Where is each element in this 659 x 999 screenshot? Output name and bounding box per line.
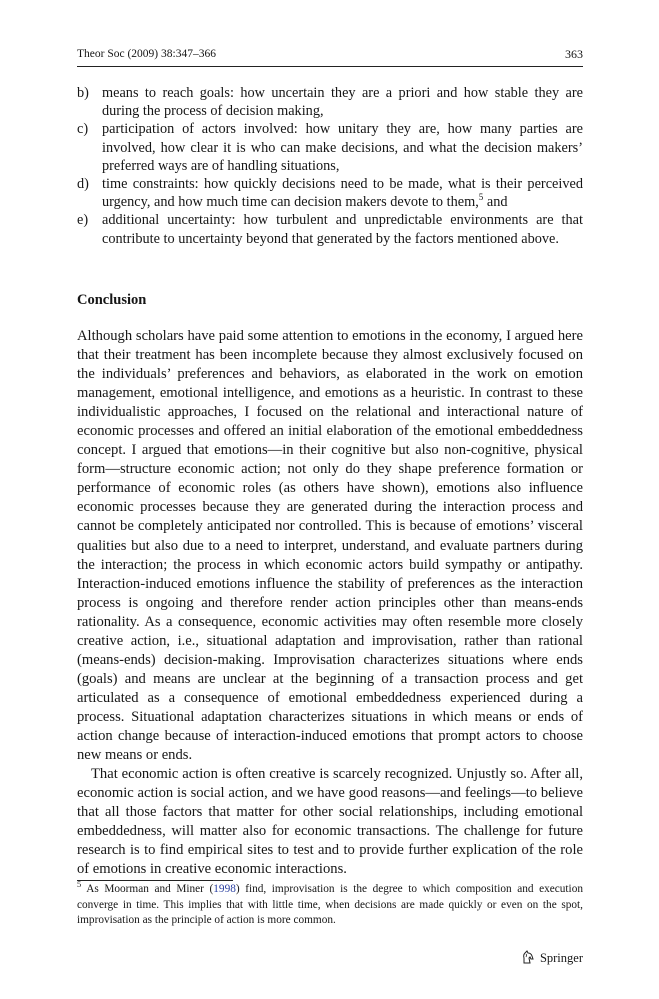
list-item-text-tail: and xyxy=(483,194,508,211)
footnote-text-end: ) find, improvisation is the degree to which composition and execution converge in time. This implies that with little time, when decisions are made quickly or even on the spot, improvisation as the principle of action is more common. xyxy=(77,883,583,926)
list-item-label: b) xyxy=(77,85,89,101)
footnote-number: 5 xyxy=(77,879,82,890)
list-item xyxy=(77,84,583,120)
list-item-text: participation of actors involved: how unitary they are, how many parties are involved, how clear it is who can make decisions, and what the decision makers’ preferred ways are of handling situations, xyxy=(102,121,583,174)
publisher-logo xyxy=(521,948,583,968)
list-item xyxy=(77,120,583,175)
list-item xyxy=(77,175,583,211)
publisher-name: Springer xyxy=(539,951,583,965)
section-heading: Conclusion xyxy=(77,292,147,308)
factors-list xyxy=(77,84,583,248)
list-item xyxy=(77,211,583,247)
footnote-divider xyxy=(77,880,233,881)
list-item-text: means to reach goals: how uncertain they are a priori and how stable they are during the process of decision making, xyxy=(102,85,583,120)
springer-horse-icon xyxy=(521,950,535,965)
list-item-label: e) xyxy=(77,212,89,229)
list-item-text: additional uncertainty: how turbulent and unpredictable environments are that contribute to uncertainty beyond that generated by the factors mentioned above. xyxy=(102,212,583,247)
list-item-text: time constraints: how quickly decisions need to be made, what is their perceived urgency, and how much time can decision makers devote to them, xyxy=(102,176,583,211)
footnote-text-start: As Moorman and Miner ( xyxy=(81,883,214,895)
list-item-label: c) xyxy=(77,121,89,138)
paragraph: That economic action is often creative is scarcely recognized. Unjustly so. After all, economic action is social action, and we have good reasons—and feelings—to believe that all those factors that matter for other social relationships, including emotional embeddedness, will matter also for economic transactions. The challenge for future research is to find empirical sites to test and to provide further explication of the role of emotions in creative economic interactions. xyxy=(77,766,583,878)
section-body xyxy=(77,327,583,879)
header-divider xyxy=(77,66,583,67)
page-number: 363 xyxy=(565,47,583,61)
list-item-label: d) xyxy=(77,176,89,193)
footnote-ref[interactable]: 5 xyxy=(478,192,484,203)
citation-link[interactable]: 1998 xyxy=(213,883,236,895)
running-header xyxy=(77,44,583,64)
paragraph: Although scholars have paid some attention to emotions in the economy, I argued here that their treatment has been incomplete because they almost exclusively focused on the individuals’ preferences and behaviors, as elaborated in the work on emotion management, emotional intelligence, and emotions as a heuristic. In contrast to these individualistic approaches, I focused on the relational and interactional nature of economic processes and offered an initial elaboration of the emotional embeddedness concept. I argued that emotions—in their cognitive but also non-cognitive, physical form—structure economic action; not only do they shape preference formation or performance of economic roles (as others have shown), emotions also influence economic processes because they are generated during the interaction process and cannot be completely anticipated nor controlled. This is because of emotions’ visceral qualities but also due to a need to interpret, understand, and evaluate partners during the interaction; the process in which economic actors build sympathy or antipathy. Interaction-induced emotions influence the stability of preferences as the interaction process is ongoing and therefore render action principles other than means-ends rationality. As a consequence, economic activities may often resemble more closely creative action, i.e., situational adaptation and improvisation, rather than rational (means-ends) decision-making. Improvisation characterizes situations where ends (goals) and means are unclear at the beginning of a transaction process and get articulated as a consequence of emotional embeddedness experienced during a process. Situational adaptation characterizes situations in which means or ends of action change because of interaction-induced emotions that prompt actors to choose new means or ends. xyxy=(77,328,583,764)
footnote xyxy=(77,879,583,929)
journal-citation: Theor Soc (2009) 38:347–366 xyxy=(77,48,216,60)
